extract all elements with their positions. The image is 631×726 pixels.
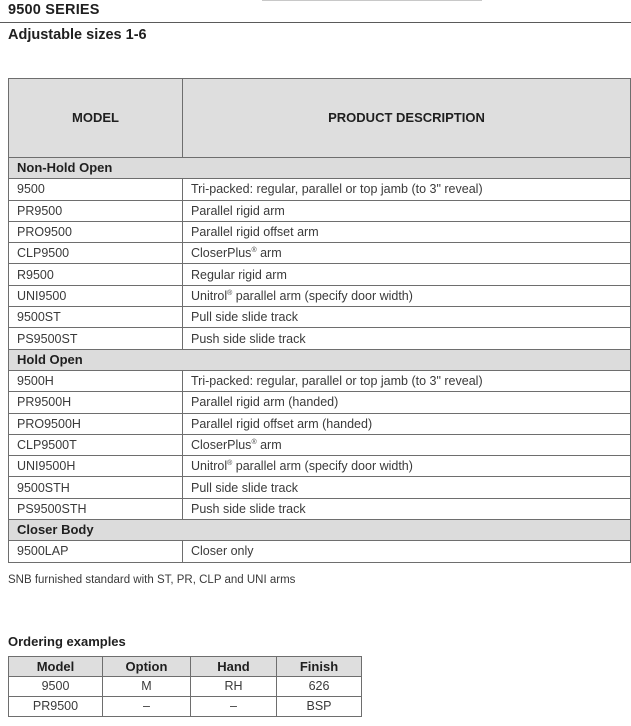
product-row xyxy=(9,243,631,264)
model-cell: UNI9500 xyxy=(9,285,183,306)
model-cell: 9500STH xyxy=(9,477,183,498)
description-text: CloserPlus xyxy=(191,246,252,261)
description-text: parallel arm (specify door width) xyxy=(232,288,413,303)
product-row xyxy=(9,541,631,562)
ordering-cell: PR9500 xyxy=(9,697,103,717)
model-cell: 9500ST xyxy=(9,307,183,328)
ordering-header-model: Model xyxy=(9,657,103,677)
registered-mark: ® xyxy=(251,438,257,446)
product-row xyxy=(9,307,631,328)
ordering-header-option: Option xyxy=(103,657,191,677)
product-row xyxy=(9,456,631,477)
description-cell: Tri-packed: regular, parallel or top jamb (to 3" reveal) xyxy=(183,179,631,200)
model-cell: PR9500 xyxy=(9,200,183,221)
model-cell: CLP9500T xyxy=(9,434,183,455)
description-cell: Pull side slide track xyxy=(183,307,631,328)
ordering-cell: M xyxy=(103,677,191,697)
description-text: CloserPlus xyxy=(191,438,252,452)
model-cell: 9500LAP xyxy=(9,541,183,562)
group-title: Non-Hold Open xyxy=(9,158,631,179)
description-cell xyxy=(183,285,631,306)
model-column-header: MODEL xyxy=(9,79,183,158)
product-table xyxy=(8,78,631,563)
description-text: arm xyxy=(256,246,282,261)
description-cell: Regular rigid arm xyxy=(183,264,631,285)
model-cell: CLP9500 xyxy=(9,243,183,264)
group-title: Hold Open xyxy=(9,349,631,370)
product-row xyxy=(9,477,631,498)
model-cell: PS9500ST xyxy=(9,328,183,349)
description-cell: Parallel rigid arm (handed) xyxy=(183,392,631,413)
description-cell: Parallel rigid arm xyxy=(183,200,631,221)
description-text: arm xyxy=(256,438,282,452)
ordering-examples-table xyxy=(8,656,362,717)
ordering-row xyxy=(9,697,362,717)
model-cell: PRO9500 xyxy=(9,221,183,242)
model-cell: 9500 xyxy=(9,179,183,200)
product-row xyxy=(9,264,631,285)
description-text: Unitrol xyxy=(191,288,228,303)
ordering-cell: RH xyxy=(191,677,277,697)
description-cell: Parallel rigid offset arm xyxy=(183,221,631,242)
product-row xyxy=(9,498,631,519)
registered-mark: ® xyxy=(251,247,257,255)
ordering-cell: 9500 xyxy=(9,677,103,697)
model-cell: 9500H xyxy=(9,370,183,391)
product-row xyxy=(9,179,631,200)
model-cell: PRO9500H xyxy=(9,413,183,434)
footnote: SNB furnished standard with ST, PR, CLP and UNI arms xyxy=(8,574,296,586)
ordering-cell: – xyxy=(191,697,277,717)
ordering-header-hand: Hand xyxy=(191,657,277,677)
model-cell: R9500 xyxy=(9,264,183,285)
model-cell: UNI9500H xyxy=(9,456,183,477)
description-cell xyxy=(183,434,631,455)
description-cell xyxy=(183,456,631,477)
group-title: Closer Body xyxy=(9,520,631,541)
description-cell: Push side slide track xyxy=(183,328,631,349)
description-cell: Pull side slide track xyxy=(183,477,631,498)
product-row xyxy=(9,413,631,434)
registered-mark: ® xyxy=(227,289,233,297)
group-header-row xyxy=(9,158,631,179)
product-row xyxy=(9,434,631,455)
title-divider xyxy=(0,22,631,23)
description-text: Unitrol xyxy=(191,459,228,474)
ordering-cell: 626 xyxy=(277,677,362,697)
description-cell: Tri-packed: regular, parallel or top jamb (to 3" reveal) xyxy=(183,370,631,391)
ordering-cell: BSP xyxy=(277,697,362,717)
product-row xyxy=(9,392,631,413)
description-cell: Closer only xyxy=(183,541,631,562)
product-row xyxy=(9,200,631,221)
description-cell: Parallel rigid offset arm (handed) xyxy=(183,413,631,434)
registered-mark: ® xyxy=(227,460,233,468)
product-row xyxy=(9,221,631,242)
top-rule-fragment xyxy=(262,0,482,1)
model-cell: PS9500STH xyxy=(9,498,183,519)
description-cell: Push side slide track xyxy=(183,498,631,519)
product-row xyxy=(9,370,631,391)
ordering-row xyxy=(9,677,362,697)
sizes-subtitle: Adjustable sizes 1-6 xyxy=(8,27,147,43)
model-cell: PR9500H xyxy=(9,392,183,413)
ordering-header-finish: Finish xyxy=(277,657,362,677)
series-title: 9500 SERIES xyxy=(8,2,100,18)
group-header-row xyxy=(9,349,631,370)
product-row xyxy=(9,285,631,306)
description-column-header: PRODUCT DESCRIPTION xyxy=(183,79,631,158)
ordering-cell: – xyxy=(103,697,191,717)
description-cell xyxy=(183,243,631,264)
group-header-row xyxy=(9,520,631,541)
ordering-examples-title: Ordering examples xyxy=(8,634,126,649)
product-row xyxy=(9,328,631,349)
description-text: parallel arm (specify door width) xyxy=(232,459,413,474)
